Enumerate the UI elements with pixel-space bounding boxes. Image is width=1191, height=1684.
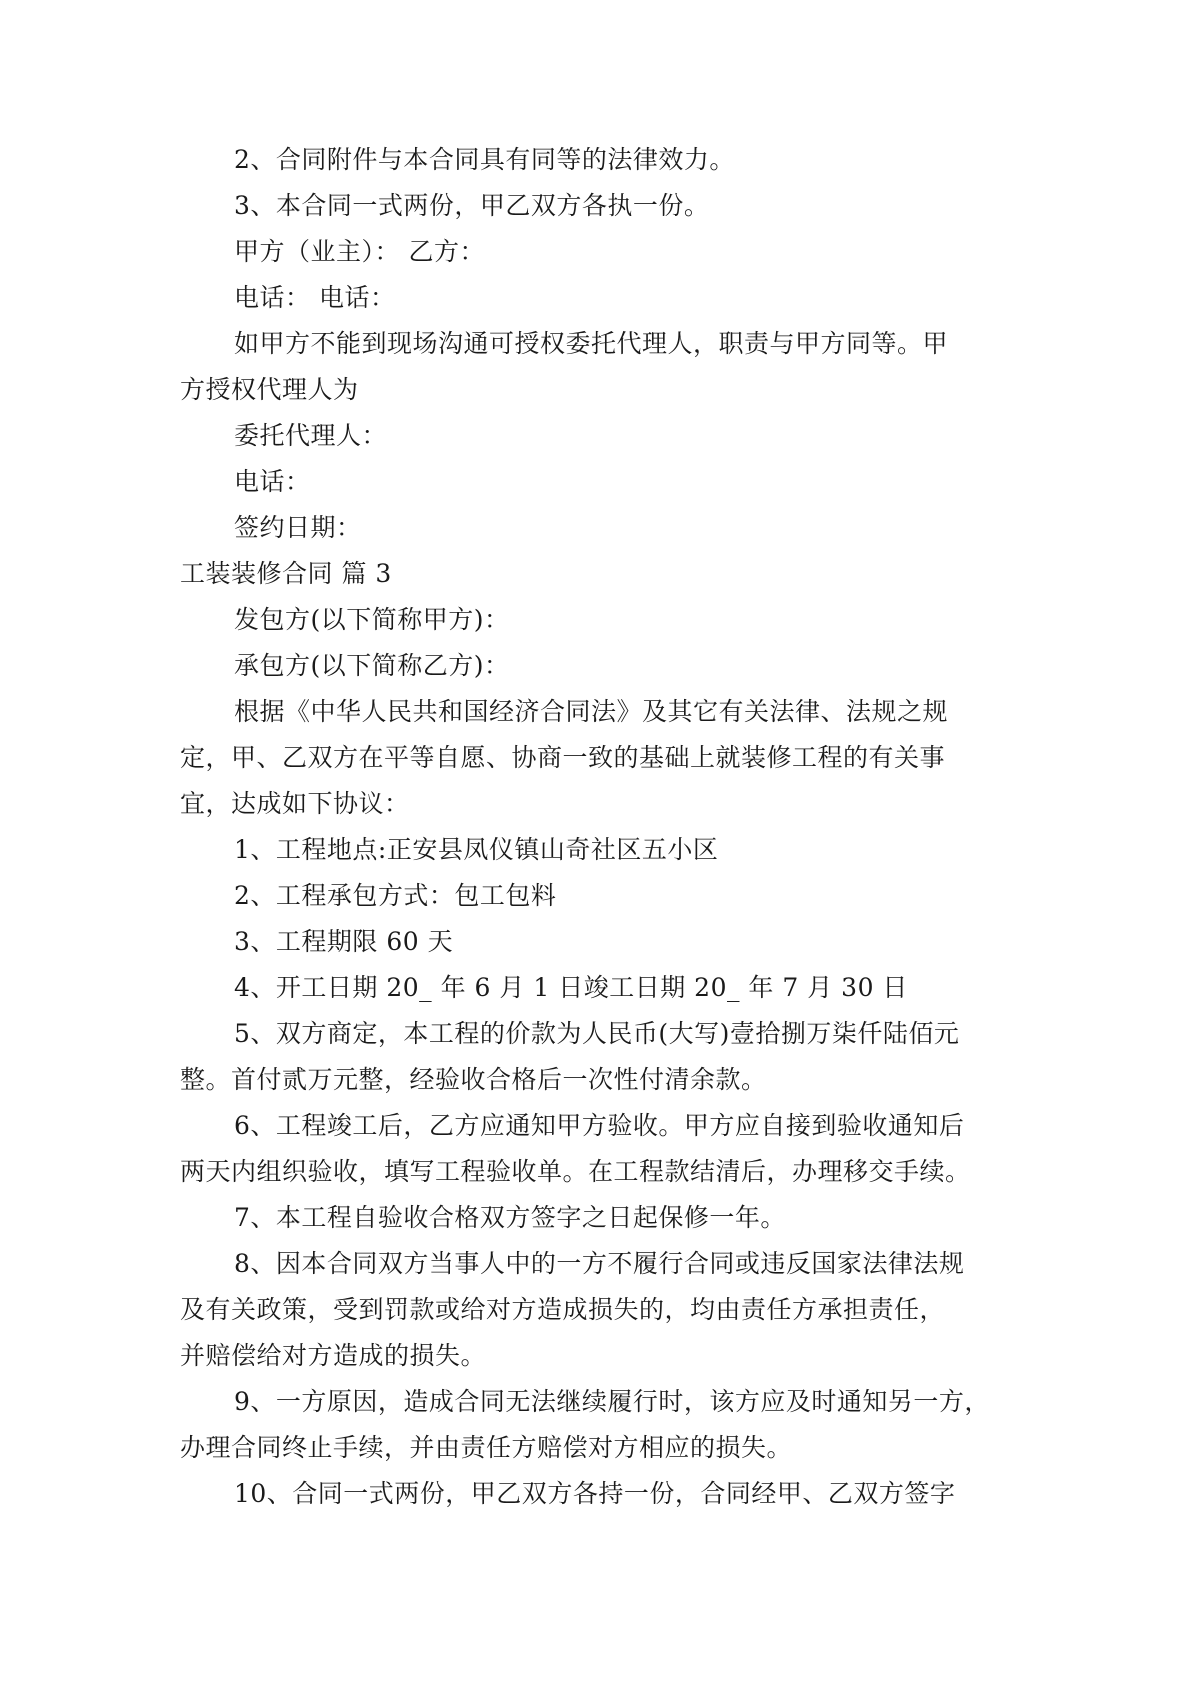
clause-8-liability-line-3: 并赔偿给对方造成的损失。 xyxy=(180,1341,487,1370)
clause-7-warranty: 7、本工程自验收合格双方签字之日起保修一年。 xyxy=(234,1203,786,1232)
clause-6-acceptance-line-2: 两天内组织验收，填写工程验收单。在工程款结清后，办理移交手续。 xyxy=(180,1157,971,1186)
employer-line: 发包方(以下简称甲方)： xyxy=(234,605,510,634)
clause-5-price-line-2: 整。首付贰万元整，经验收合格后一次性付清余款。 xyxy=(180,1065,767,1094)
agent-line: 委托代理人： xyxy=(234,421,388,450)
clause-9-termination-line-2: 办理合同终止手续，并由责任方赔偿对方相应的损失。 xyxy=(180,1433,793,1462)
clause-3-copies: 3、本合同一式两份，甲乙双方各执一份。 xyxy=(234,191,710,220)
clause-8-liability-line-2: 及有关政策，受到罚款或给对方造成损失的，均由责任方承担责任， xyxy=(180,1295,946,1324)
phone-line: 电话： 电话： xyxy=(234,283,396,312)
section-title: 工装装修合同 篇 3 xyxy=(180,559,392,588)
proxy-paragraph-line-2: 方授权代理人为 xyxy=(180,375,359,404)
clause-6-acceptance-line-1: 6、工程竣工后，乙方应通知甲方验收。甲方应自接到验收通知后 xyxy=(234,1111,965,1140)
preamble-line-2: 定，甲、乙双方在平等自愿、协商一致的基础上就装修工程的有关事 xyxy=(180,743,946,772)
preamble-line-3: 宜，达成如下协议： xyxy=(180,789,410,818)
signing-date-line: 签约日期： xyxy=(234,513,362,542)
party-signature-line: 甲方（业主）： 乙方： xyxy=(234,237,485,266)
clause-2-contract-method: 2、工程承包方式：包工包料 xyxy=(234,881,557,910)
contractor-line: 承包方(以下简称乙方)： xyxy=(234,651,510,680)
clause-10-copies: 10、合同一式两份，甲乙双方各持一份，合同经甲、乙双方签字 xyxy=(234,1479,956,1508)
clause-5-price-line-1: 5、双方商定，本工程的价款为人民币(大写)壹拾捌万柒仟陆佰元 xyxy=(234,1019,960,1048)
preamble-line-1: 根据《中华人民共和国经济合同法》及其它有关法律、法规之规 xyxy=(234,697,949,726)
clause-9-termination-line-1: 9、一方原因，造成合同无法继续履行时，该方应及时通知另一方， xyxy=(234,1387,990,1416)
proxy-paragraph-line-1: 如甲方不能到现场沟通可授权委托代理人，职责与甲方同等。甲 xyxy=(234,329,949,358)
clause-2-attachments: 2、合同附件与本合同具有同等的法律效力。 xyxy=(234,145,735,174)
clause-4-dates: 4、开工日期 20_ 年 6 月 1 日竣工日期 20_ 年 7 月 30 日 xyxy=(234,973,908,1002)
clause-1-location: 1、工程地点:正安县凤仪镇山奇社区五小区 xyxy=(234,835,719,864)
agent-phone-line: 电话： xyxy=(234,467,311,496)
clause-3-duration: 3、工程期限 60 天 xyxy=(234,927,454,956)
clause-8-liability-line-1: 8、因本合同双方当事人中的一方不履行合同或违反国家法律法规 xyxy=(234,1249,965,1278)
